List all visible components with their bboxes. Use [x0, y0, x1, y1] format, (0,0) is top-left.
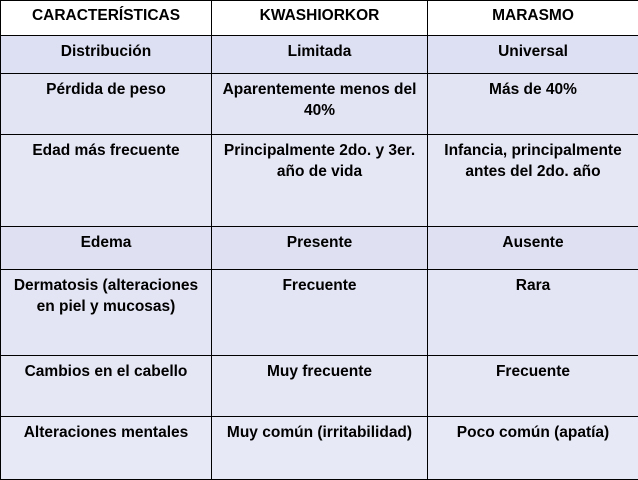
header-caracteristicas: CARACTERÍSTICAS [1, 1, 212, 36]
row-label: Distribución [1, 36, 212, 74]
header-kwashiorkor: KWASHIORKOR [212, 1, 428, 36]
table-row [1, 135, 638, 227]
row-label: Pérdida de peso [1, 74, 212, 135]
kwashiorkor-cell: Muy común (irritabilidad) [212, 417, 428, 480]
table-row [1, 417, 638, 480]
table-row [1, 227, 638, 270]
kwashiorkor-cell: Principalmente 2do. y 3er. año de vida [212, 135, 428, 227]
table-row [1, 74, 638, 135]
kwashiorkor-cell: Presente [212, 227, 428, 270]
table-row [1, 36, 638, 74]
kwashiorkor-cell: Frecuente [212, 270, 428, 356]
row-label: Cambios en el cabello [1, 356, 212, 417]
row-label: Edema [1, 227, 212, 270]
table-row [1, 270, 638, 356]
marasmo-cell: Rara [428, 270, 638, 356]
kwashiorkor-cell: Aparentemente menos del 40% [212, 74, 428, 135]
row-label: Alteraciones mentales [1, 417, 212, 480]
marasmo-cell: Más de 40% [428, 74, 638, 135]
header-marasmo: MARASMO [428, 1, 638, 36]
row-label: Edad más frecuente [1, 135, 212, 227]
table-header-row [1, 1, 638, 36]
marasmo-cell: Poco común (apatía) [428, 417, 638, 480]
kwashiorkor-cell: Muy frecuente [212, 356, 428, 417]
marasmo-cell: Frecuente [428, 356, 638, 417]
marasmo-cell: Ausente [428, 227, 638, 270]
marasmo-cell: Universal [428, 36, 638, 74]
row-label: Dermatosis (alteraciones en piel y mucosas) [1, 270, 212, 356]
kwashiorkor-cell: Limitada [212, 36, 428, 74]
table-row [1, 356, 638, 417]
marasmo-cell: Infancia, principalmente antes del 2do. año [428, 135, 638, 227]
